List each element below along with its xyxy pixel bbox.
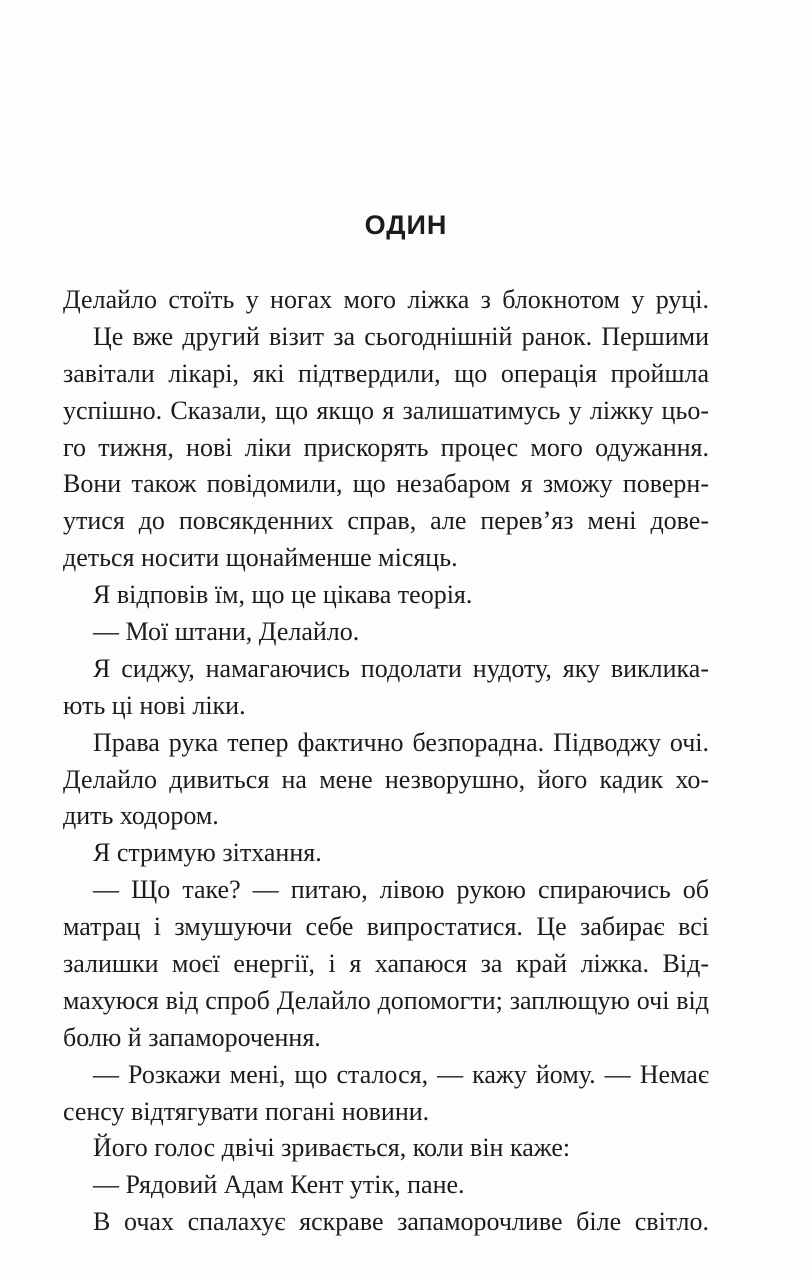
chapter-title: ОДИН xyxy=(364,210,448,240)
text-line: го тижня, нові ліки прискорять процес мого одужання. xyxy=(63,432,709,462)
text-line: деться носити щонайменше місяць. xyxy=(63,543,458,573)
text-line: матрац і змушуючи себе випростатися. Це забирає всі xyxy=(63,912,709,942)
text-line: залишки моєї енергії, і я хапаюся за край ліжка. Від- xyxy=(63,949,709,979)
text-line: Це вже другий візит за сьогоднішній ранок. Першими xyxy=(93,321,709,351)
body-text xyxy=(63,282,709,1241)
text-line: ють ці нові ліки. xyxy=(63,690,246,720)
text-line: Вони також повідомили, що незабаром я зможу поверн- xyxy=(63,469,709,499)
text-line: болю й запаморочення. xyxy=(63,1022,321,1052)
text-line: Його голос двічі зривається, коли він каже: xyxy=(93,1133,571,1163)
text-line: — Мої штани, Делайло. xyxy=(93,617,360,647)
text-line: Я стримую зітхання. xyxy=(93,838,322,868)
text-line: завітали лікарі, які підтвердили, що операція пройшла xyxy=(63,358,709,388)
text-line: Делайло стоїть у ногах мого ліжка з блокнотом у руці. xyxy=(63,285,709,314)
text-line: успішно. Сказали, що якщо я залишатимусь у ліжку цьо- xyxy=(63,395,709,425)
text-line: Я відповів їм, що це цікава теорія. xyxy=(93,580,473,610)
text-line: Я сиджу, намагаючись подолати нудоту, яку виклика- xyxy=(93,653,709,683)
text-line: дить ходором. xyxy=(63,801,219,831)
text-line: Делайло дивиться на мене незворушно, його кадик хо- xyxy=(63,764,709,794)
text-line: сенсу відтягувати погані новини. xyxy=(63,1096,430,1126)
text-line: — Розкажи мені, що сталося, — кажу йому. — Немає xyxy=(93,1059,709,1089)
text-line: Права рука тепер фактично безпорадна. Підводжу очі. xyxy=(93,727,709,757)
text-line: — Що таке? — питаю, лівою рукою спираючись об xyxy=(93,875,709,905)
text-line: махуюся від спроб Делайло допомогти; заплющую очі від xyxy=(63,985,709,1015)
text-line: — Рядовий Адам Кент утік, пане. xyxy=(93,1170,465,1200)
text-line: В очах спалахує яскраве запаморочливе біле світло. xyxy=(93,1207,709,1237)
text-line: утися до повсякденних справ, але перев’яз мені дове- xyxy=(63,506,709,536)
